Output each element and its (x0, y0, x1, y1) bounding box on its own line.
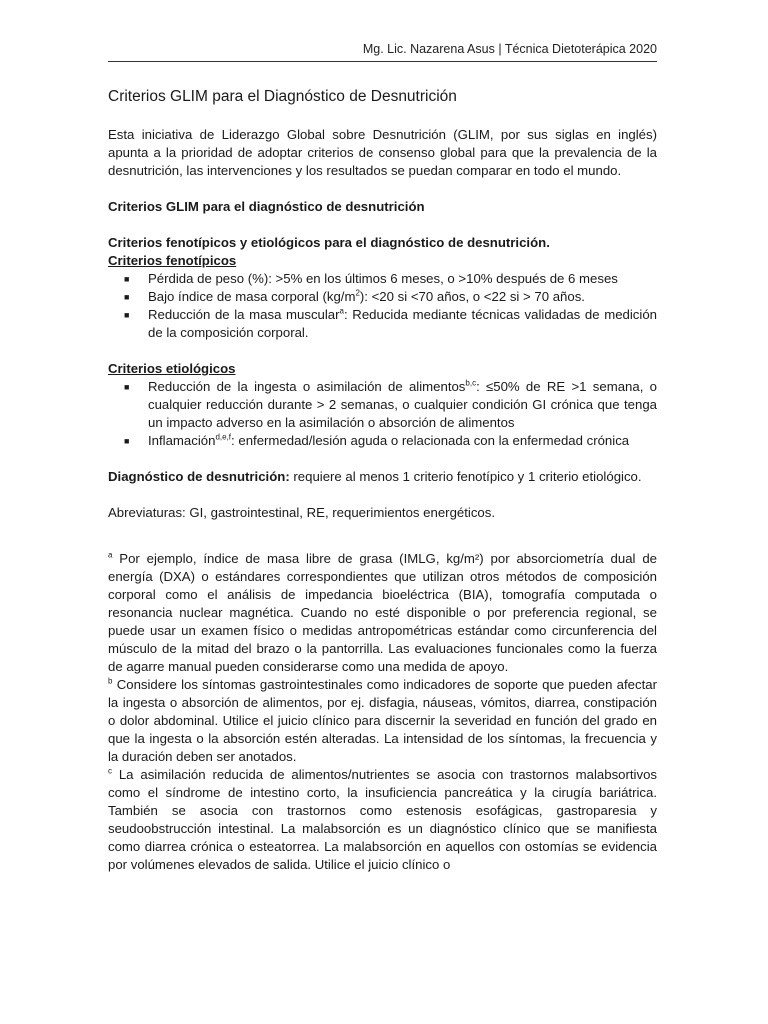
bullet-square-icon: ■ (124, 274, 130, 284)
list-item: ■ Inflamación$^{d,e,f}$: enfermedad/lesión aguda o relacionada con la enfermedad crónica (124, 432, 630, 448)
footnote-b: $^b$ Considere los síntomas gastrointestinales como indicadores de soporte que pueden afectar la ingesta o absorción de alimentos, por ej. disfagia, náuseas, vómitos, diarrea, constipación o dolor abdominal. Utilice el juicio clínico para discernir la severidad en función del grado en que la ingesta o la absorción estén alteradas. La intensidad de los síntomas, la frecuencia y la duración deben ser anotados. (108, 676, 657, 764)
etiologic-list (108, 378, 657, 450)
list-item: ■ Pérdida de peso (%): >5% en los últimos 6 meses, o >10% después de 6 meses (124, 271, 618, 286)
list-item: ■ Bajo índice de masa corporal $(kg/m^2)$: <20 si <70 años, o <22 si > 70 años. (124, 288, 585, 304)
phenotypic-list (108, 270, 657, 342)
page-title: Criterios GLIM para el Diagnóstico de Desnutrición (108, 88, 457, 105)
bullet-square-icon: ■ (124, 310, 130, 320)
bullet-square-icon: ■ (124, 382, 130, 392)
footnote-c: $^c$ La asimilación reducida de alimentos/nutrientes se asocia con trastornos malabsortivos como el síndrome de intestino corto, la insuficiencia pancreática y la cirugía bariátrica. También se asocia con trastornos como estenosis esofágicas, gastroparesia y seudoobstrucción intestinal. La malabsorción es un diagnóstico clínico que se manifiesta como diarrea crónica o esteatorrea. La malabsorción en aquellos con ostomías se evidencia por volúmenes elevados de salida. Utilice el juicio clínico o (108, 766, 657, 872)
section-title-criteria: Criterios fenotípicos y etiológicos para el diagnóstico de desnutrición. (108, 235, 550, 250)
intro-paragraph: Esta iniciativa de Liderazgo Global sobre Desnutrición (GLIM, por sus siglas en inglés) apunta a la prioridad de adoptar criterios de consenso global para que la prevalencia de la desnutrición, las intervenciones y los resultados se puedan comparar en todo el mundo. (108, 127, 657, 178)
abbreviations: Abreviaturas: GI, gastrointestinal, RE, requerimientos energéticos. (108, 505, 496, 520)
bullet-square-icon: ■ (124, 292, 130, 302)
etiologic-heading: Criterios etiológicos (108, 361, 236, 376)
footnote-a: $^a$ Por ejemplo, índice de masa libre de grasa (IMLG, kg/m²) por absorciometría dual de energía (DXA) o estándares correspondientes que utilizan otros métodos de composición corporal como el análisis de impedancia bioeléctrica (BIA), tomografía computada o resonancia nuclear magnética. Cuando no esté disponible o por preferencia regional, se puede usar un examen físico o medidas antropométricas estándar como circunferencia del músculo de la mitad del brazo o la pantorrilla. Las evaluaciones funcionales como la fuerza de agarre manual pueden considerarse como una medida de apoyo. (108, 550, 657, 674)
diagnosis-paragraph: Diagnóstico de desnutrición: requiere al menos 1 criterio fenotípico y 1 criterio etiológico. (108, 469, 642, 484)
bullet-square-icon: ■ (124, 436, 130, 446)
list-item: ■ Reducción de la ingesta o asimilación de alimentos$^{b,c}$: ≤50% de RE >1 semana, o cualquier reducción durante > 2 semanas, o cualquier condición GI crónica que tenga un impacto adverso en la asimilación o absorción de alimentos (124, 378, 657, 430)
list-item: ■ Reducción de la masa muscular$^a$: Reducida mediante técnicas validadas de medición de la composición corporal. (124, 306, 657, 340)
section-title-glim: Criterios GLIM para el diagnóstico de desnutrición (108, 199, 425, 214)
page-header: Mg. Lic. Nazarena Asus | Técnica Dietoterápica 2020 (108, 42, 657, 62)
document-body (108, 86, 657, 874)
phenotypic-heading: Criterios fenotípicos (108, 253, 237, 268)
